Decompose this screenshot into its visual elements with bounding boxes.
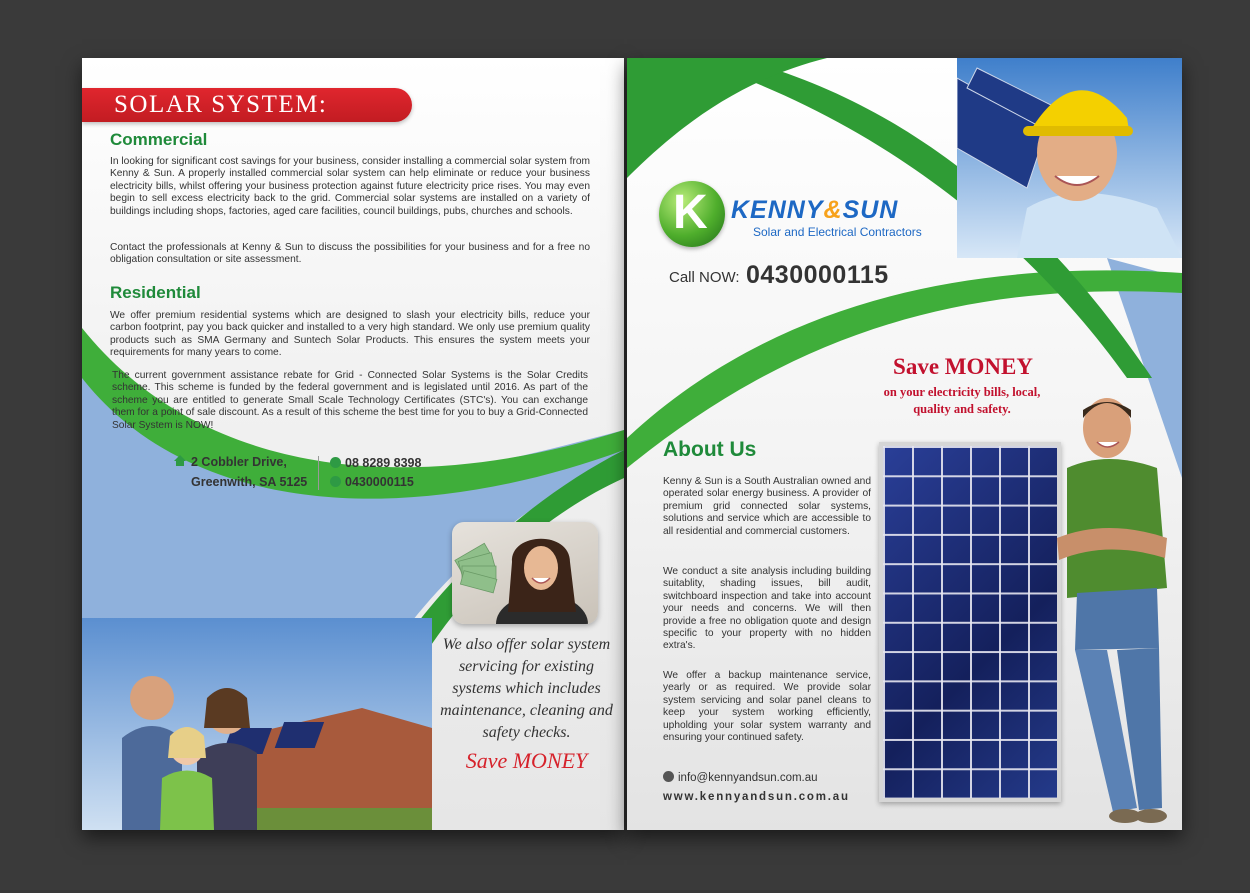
worker-with-hardhat-photo: [957, 58, 1182, 258]
website-address: www.kennyandsun.com.au: [663, 791, 850, 803]
family-photo: [82, 618, 432, 830]
about-paragraph-1: Kenny & Sun is a South Australian owned and operated solar energy business. A provider of premium grid connected solar systems, solutions and service which are accessible to all residential and commercial customers.: [663, 476, 871, 537]
residential-paragraph-1: We offer premium residential systems which are designed to slash your electricity bills, reduce your carbon footprint, pay you back quicker and installed to a very high standard. We only use premium quality products such as SMA Germany and Suntech Solar Products. This ensures the system meets your requirements for many years to come.: [110, 310, 590, 359]
phone-icon: [330, 457, 341, 468]
save-money-slogan: Save MONEY: [465, 748, 588, 773]
company-tagline: Solar and Electrical Contractors: [753, 225, 922, 239]
phone-number: 08 8289 8398: [330, 456, 421, 470]
solar-panel-cells: [883, 446, 1057, 798]
call-now-number: 0430000115: [746, 261, 889, 289]
man-leaning-on-panel-photo: [1047, 388, 1182, 830]
contact-divider: [318, 456, 319, 490]
servicing-offer-text: We also offer solar system servicing for existing systems which includes maintenance, cleaning and safety checks.: [440, 636, 613, 741]
solar-panel-image: [879, 442, 1061, 802]
call-now-label: Call NOW:: [669, 269, 740, 286]
address-line-1: 2 Cobbler Drive,: [174, 455, 287, 469]
residential-paragraph-2: The current government assistance rebate for Grid - Connected Solar Systems is the Solar Credits scheme. This scheme is funded by the federal government and is legislated until 2016. As part of the scheme you are entitled to generate Small Scale Technology Certificates (STC's). You can exchange them for a point of sale discount. As a result of this scheme the best time for you to buy a Grid-Connected Solar System is NOW!: [112, 370, 588, 431]
email-icon: [663, 771, 674, 782]
kenny-sun-logo-icon: K: [659, 181, 725, 247]
mobile-icon: [330, 476, 341, 487]
company-name: KENNY&SUN: [731, 196, 899, 224]
email-address: info@kennyandsun.com.au: [663, 772, 818, 784]
commercial-heading: Commercial: [110, 130, 208, 149]
save-money-heading: Save MONEY: [893, 354, 1033, 379]
mobile-number: 0430000115: [330, 475, 414, 489]
page-title: SOLAR SYSTEM:: [114, 91, 328, 118]
address-line-2: Greenwith, SA 5125: [191, 475, 308, 489]
about-paragraph-3: We offer a backup maintenance service, yearly or as required. We provide solar system servicing and solar panel cleans to keep your system working efficiently, upholding your solar system warranty and ensuring your continued safety.: [663, 670, 871, 744]
commercial-paragraph-1: In looking for significant cost savings for your business, consider installing a commercial solar system from Kenny & Sun. A properly installed commercial solar system can help eliminate or reduce your business electricity bills, whilst offering your business protection against future electricity price rises. You may even begin to sell excess electricity back to the grid. Commercial solar systems are installed on a variety of buildings including shops, factories, aged care facilities, council buildings, pubs, churches and schools.: [110, 156, 590, 217]
brochure-page-left: [82, 58, 624, 830]
residential-heading: Residential: [110, 283, 201, 302]
brochure-page-right: [627, 58, 1182, 830]
home-icon: [174, 455, 186, 461]
about-us-heading: About Us: [663, 438, 757, 461]
title-banner: [82, 88, 412, 122]
woman-with-money-photo: [452, 522, 598, 624]
save-money-subtext: on your electricity bills, local, quality and safety.: [883, 385, 1041, 416]
commercial-paragraph-2: Contact the professionals at Kenny & Sun to discuss the possibilities for your business and for a free no obligation consultation or site assessment.: [110, 242, 590, 266]
about-paragraph-2: We conduct a site analysis including building suitablity, shading issues, bill audit, switchboard inspection and take into account your needs and concerns. We will then provide a free no obligation quote and design specific to your property with no hidden extra's.: [663, 566, 871, 652]
